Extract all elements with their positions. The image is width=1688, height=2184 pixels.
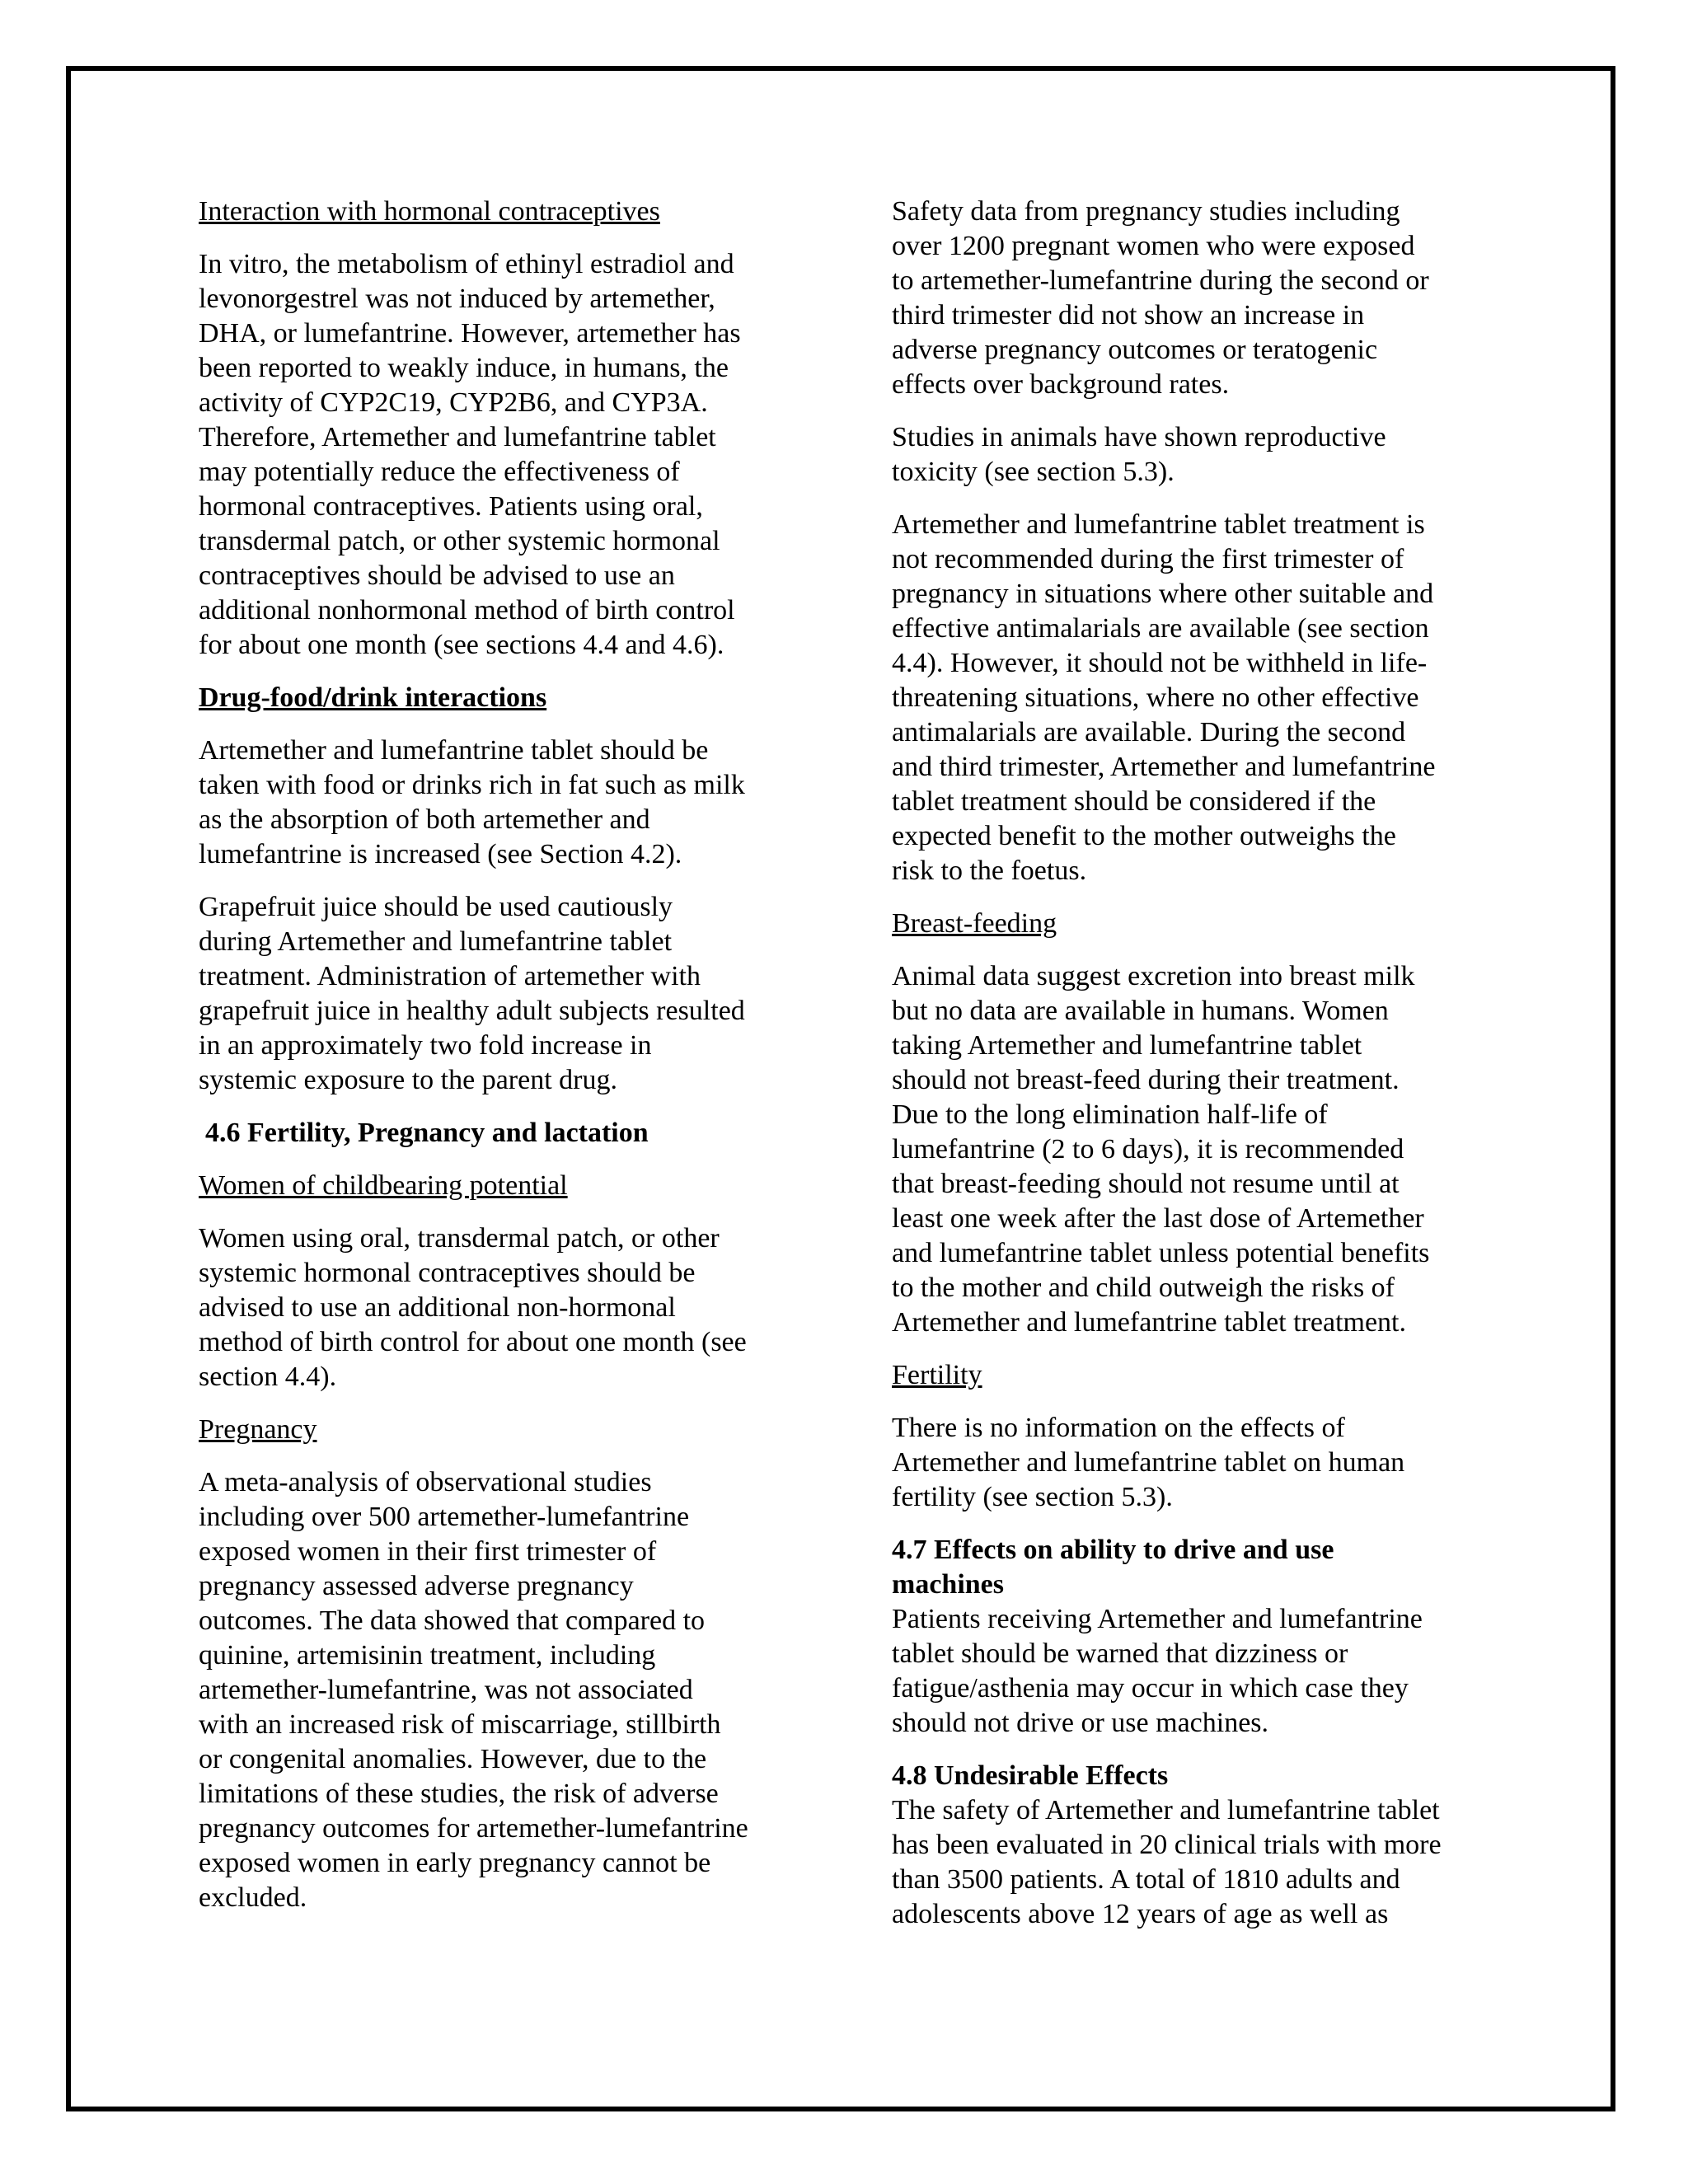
drug-food-interactions-heading: Drug-food/drink interactions bbox=[199, 682, 547, 713]
section-4-6-heading: 4.6 Fertility, Pregnancy and lactation bbox=[205, 1118, 649, 1148]
interaction-hormonal-contraceptives-paragraph: In vitro, the metabolism of ethinyl estradiol and levonorgestrel was not induced by artemether, DHA, or lumefantrine. However, artemether has been reported to weakly induce, in humans, the activity of CYP2C19, CYP2B6, and CYP3A. Therefore, Artemether and lumefantrine tablet may potentially reduce the effectiveness of hormonal contraceptives. Patients using oral, transdermal patch, or other systemic hormonal contraceptives should be advised to use an additional nonhormonal method of birth control for about one month (see sections 4.4 and 4.6). bbox=[199, 249, 741, 660]
fertility-heading: Fertility bbox=[892, 1360, 982, 1390]
left-column bbox=[199, 194, 825, 1933]
interaction-hormonal-contraceptives-heading: Interaction with hormonal contraceptives bbox=[199, 196, 660, 227]
treatment-recommendation-paragraph: Artemether and lumefantrine tablet treatment is not recommended during the first trimester of pregnancy in situations where other suitable and effective antimalarials are available (see section 4.4). However, it should not be withheld in life- threatening situations, where no other effective antimalarials are available. During the second and third trimester, Artemether and lumefantrine tablet treatment should be considered if the expected benefit to the mother outweighs the risk to the foetus. bbox=[892, 509, 1436, 886]
pregnancy-paragraph: A meta-analysis of observational studies including over 500 artemether-lumefantrine exposed women in their first trimester of pregnancy assessed adverse pregnancy outcomes. The data showed that compared to quinine, artemisinin treatment, including artemether-lumefantrine, was not associated with an increased risk of miscarriage, stillbirth or congenital anomalies. However, due to the limitations of these studies, the risk of adverse pregnancy outcomes for artemether-lumefantrine exposed women in early pregnancy cannot be excluded. bbox=[199, 1467, 748, 1913]
drug-food-paragraph-2: Grapefruit juice should be used cautiously during Artemether and lumefantrine tablet treatment. Administration of artemether with grapefruit juice in healthy adult subjects resulted in an approximately two fold increase in systemic exposure to the parent drug. bbox=[199, 892, 745, 1095]
drug-food-paragraph-1: Artemether and lumefantrine tablet should be taken with food or drinks rich in fat such as milk as the absorption of both artemether and lumefantrine is increased (see Section 4.2). bbox=[199, 735, 745, 869]
section-4-8-paragraph: The safety of Artemether and lumefantrine tablet has been evaluated in 20 clinical trials with more than 3500 patients. A total of 1810 adults and adolescents above 12 years of age as well as bbox=[892, 1795, 1442, 1929]
breast-feeding-heading: Breast-feeding bbox=[892, 908, 1057, 939]
section-4-7-heading: 4.7 Effects on ability to drive and use machines bbox=[892, 1535, 1334, 1600]
women-childbearing-paragraph: Women using oral, transdermal patch, or other systemic hormonal contraceptives should be advised to use an additional non-hormonal method of birth control for about one month (see section 4.4). bbox=[199, 1223, 747, 1392]
animal-studies-paragraph: Studies in animals have shown reproductive toxicity (see section 5.3). bbox=[892, 422, 1386, 487]
breast-feeding-paragraph: Animal data suggest excretion into breast milk but no data are available in humans. Women taking Artemether and lumefantrine tablet should not breast-feed during their treatment. Due to the long elimination half-life of lumefantrine (2 to 6 days), it is recommended that breast-feeding should not resume until at least one week after the last dose of Artemether and lumefantrine tablet unless potential benefits to the mother and child outweigh the risks of Artemether and lumefantrine tablet treatment. bbox=[892, 961, 1430, 1338]
pregnancy-safety-paragraph: Safety data from pregnancy studies including over 1200 pregnant women who were exposed to artemether-lumefantrine during the second or third trimester did not show an increase in adverse pregnancy outcomes or teratogenic effects over background rates. bbox=[892, 196, 1429, 400]
section-4-8-heading: 4.8 Undesirable Effects bbox=[892, 1760, 1169, 1791]
right-column bbox=[892, 194, 1493, 1950]
women-childbearing-heading: Women of childbearing potential bbox=[199, 1170, 568, 1201]
fertility-paragraph: There is no information on the effects of Artemether and lumefantrine tablet on human fertility (see section 5.3). bbox=[892, 1413, 1405, 1512]
section-4-7-paragraph: Patients receiving Artemether and lumefantrine tablet should be warned that dizziness or fatigue/asthenia may occur in which case they should not drive or use machines. bbox=[892, 1604, 1423, 1738]
pregnancy-heading: Pregnancy bbox=[199, 1414, 317, 1445]
